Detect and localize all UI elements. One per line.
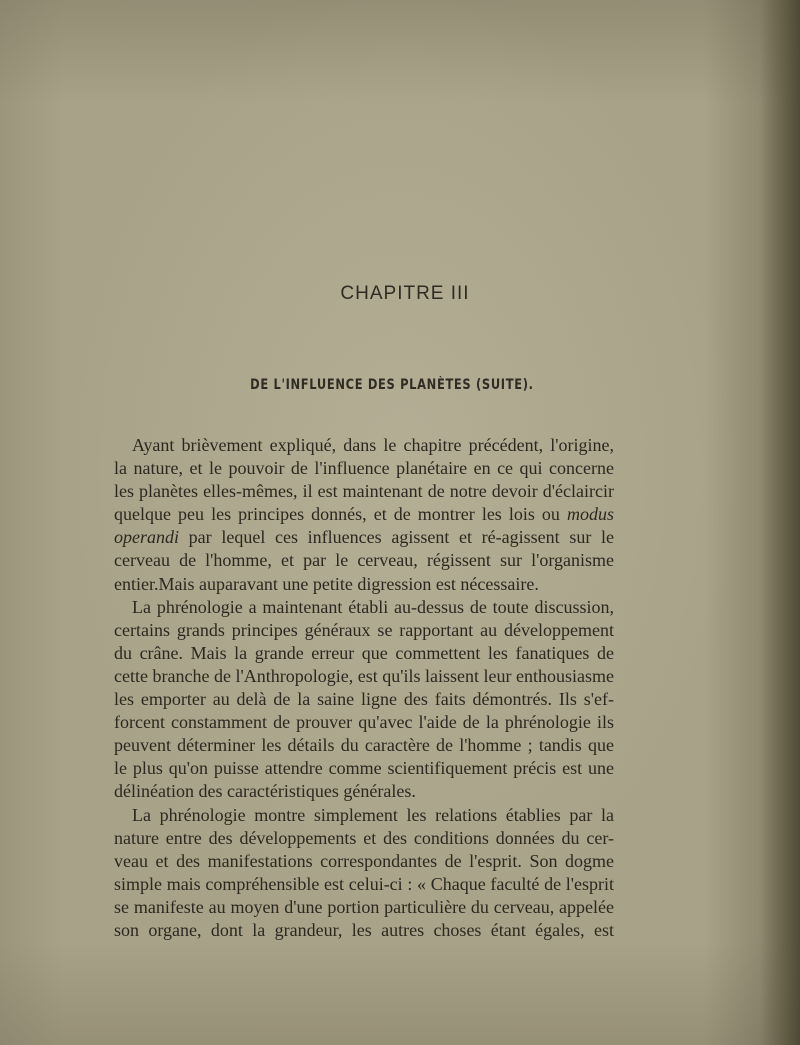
italic-term: operandi: [114, 527, 179, 548]
text-line: du crâne. Mais la grande erreur que commettent les fanatiques de: [114, 642, 614, 663]
text-line: forcent constamment de prouver qu'avec l'aide de la phrénologie ils: [114, 712, 614, 733]
text-line: les planètes elles-mêmes, il est maintenant de notre devoir d'éclaircir: [114, 481, 614, 502]
text-line: le plus qu'on puisse attendre comme scientifiquement précis est une: [114, 758, 614, 779]
text-line: cette branche de l'Anthropologie, est qu'ils laissent leur enthousiasme: [114, 665, 614, 686]
text-line: cerveau de l'homme, et par le cerveau, régissent sur l'organisme: [114, 550, 614, 571]
text-line: veau et des manifestations correspondantes de l'esprit. Son dogme: [114, 850, 614, 871]
text-line: se manifeste au moyen d'une portion particulière du cerveau, appelée: [114, 896, 614, 917]
text-line: certains grands principes généraux se rapportant au développement: [114, 619, 614, 640]
text-line: entier.Mais auparavant une petite digression est nécessaire.: [114, 573, 539, 594]
text-line: La phrénologie montre simplement les relations établies par la: [132, 804, 614, 825]
text-line: [114, 503, 614, 526]
text-segment: par lequel ces influences agissent et ré-agissent sur le: [179, 527, 614, 548]
italic-term: modus: [567, 504, 615, 525]
chapter-subtitle: DE L'INFLUENCE DES PLANÈTES (SUITE).: [250, 377, 534, 393]
text-line: peuvent déterminer les détails du caractère de l'homme ; tandis que: [114, 735, 614, 756]
page-edge-shadow: [760, 0, 800, 1045]
text-line: [114, 526, 614, 549]
text-line: son organe, dont la grandeur, les autres choses étant égales, est: [114, 919, 614, 940]
text-line: la nature, et le pouvoir de l'influence planétaire en ce qui concerne: [114, 458, 614, 479]
chapter-title: CHAPITRE III: [340, 283, 470, 304]
text-segment: quelque peu les principes donnés, et de montrer les lois ou: [114, 504, 560, 525]
text-line: simple mais compréhensible est celui-ci : « Chaque faculté de l'esprit: [114, 873, 614, 894]
text-line: délinéation des caractéristiques générales.: [114, 781, 416, 802]
text-line: nature entre des développements et des conditions données du cer-: [114, 827, 614, 848]
text-line: les emporter au delà de la saine ligne des faits démontrés. Ils s'ef-: [114, 689, 614, 710]
text-line: La phrénologie a maintenant établi au-dessus de toute discussion,: [132, 596, 614, 617]
text-line: Ayant brièvement expliqué, dans le chapitre précédent, l'origine,: [132, 435, 614, 455]
body-text: [114, 434, 614, 942]
